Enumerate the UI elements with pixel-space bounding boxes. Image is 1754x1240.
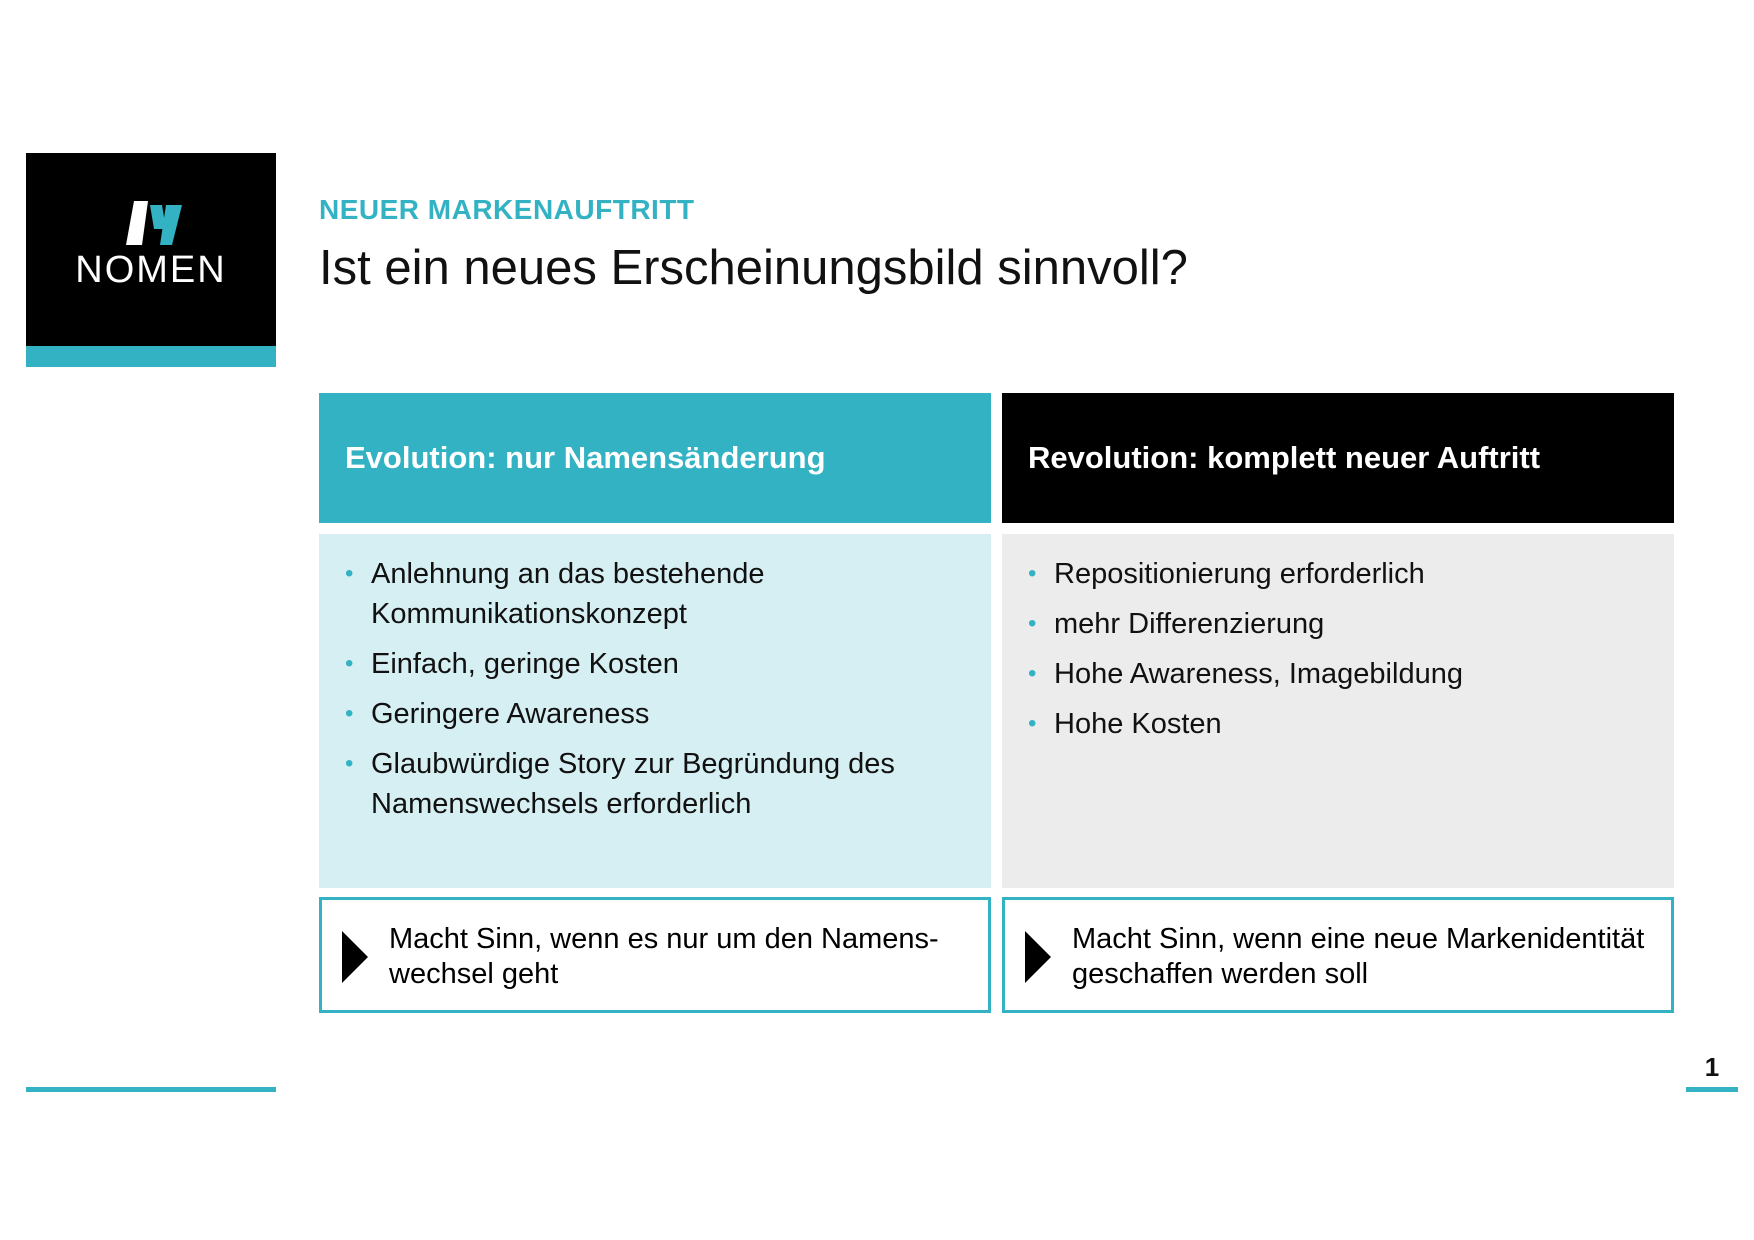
bullet-icon: • xyxy=(1028,610,1037,637)
nomen-logo-icon xyxy=(126,201,182,245)
list-item: • mehr Differenzierung xyxy=(1028,604,1644,644)
list-item: • Geringere Awareness xyxy=(345,694,961,734)
bullet-icon: • xyxy=(345,650,354,677)
list-item: • Glaubwürdige Story zur Begründung des Namenswechsels erforderlich xyxy=(345,744,961,824)
list-item: • Einfach, geringe Kosten xyxy=(345,644,961,684)
revolution-heading-text: Revolution: komplett neuer Auftritt xyxy=(1028,440,1541,475)
page-number-underline xyxy=(1686,1087,1738,1092)
bullet-icon: • xyxy=(1028,710,1037,737)
brand-name: NOMEN xyxy=(75,249,227,291)
evolution-bullet-list xyxy=(345,554,961,824)
revolution-summary-box xyxy=(1002,897,1674,1013)
section-kicker: NEUER MARKENAUFTRITT xyxy=(319,194,695,225)
evolution-summary-text: Macht Sinn, wenn es nur um den Namens-wechsel geht xyxy=(389,923,939,990)
logo-accent-stripe xyxy=(26,346,276,367)
list-item: • Hohe Kosten xyxy=(1028,704,1644,744)
play-arrow-icon xyxy=(1025,931,1051,983)
bullet-icon: • xyxy=(345,700,354,727)
evolution-body xyxy=(319,534,991,888)
revolution-heading xyxy=(1002,393,1674,523)
list-item: • Anlehnung an das bestehende Kommunikationskonzept xyxy=(345,554,961,634)
list-item: • Hohe Awareness, Imagebildung xyxy=(1028,654,1644,694)
evolution-heading xyxy=(319,393,991,523)
revolution-summary-text: Macht Sinn, wenn eine neue Markenidentität geschaffen werden soll xyxy=(1072,923,1645,990)
revolution-body xyxy=(1002,534,1674,888)
list-item: • Repositionierung erforderlich xyxy=(1028,554,1644,594)
page-number: 1 xyxy=(1704,1052,1720,1082)
bullet-icon: • xyxy=(345,750,354,777)
page-title: Ist ein neues Erscheinungsbild sinnvoll? xyxy=(319,241,1188,295)
brand-logo xyxy=(26,153,276,346)
revolution-bullet-list xyxy=(1028,554,1644,744)
evolution-summary-box xyxy=(319,897,991,1013)
bullet-icon: • xyxy=(1028,560,1037,587)
bullet-icon: • xyxy=(1028,660,1037,687)
play-arrow-icon xyxy=(342,931,368,983)
footer-accent-line xyxy=(26,1087,276,1092)
evolution-heading-text: Evolution: nur Namensänderung xyxy=(345,440,826,475)
bullet-icon: • xyxy=(345,560,354,587)
